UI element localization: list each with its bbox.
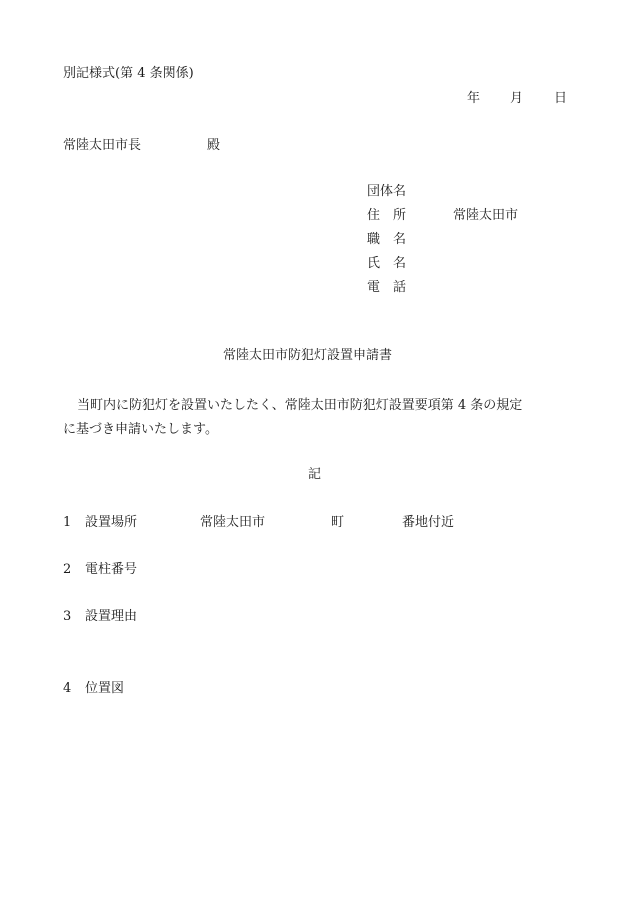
date-year: 年 [467, 91, 481, 106]
addressee-honorific: 殿 [207, 138, 221, 153]
item-4-number: 4 [63, 681, 72, 696]
item-3-label: 設置理由 [85, 609, 138, 624]
address-label: 住 所 [367, 208, 407, 223]
item-4-label: 位置図 [85, 681, 125, 696]
item-1-number: 1 [63, 515, 72, 530]
name-label: 氏 名 [367, 256, 407, 271]
ki-heading: 記 [308, 467, 322, 482]
body-line-1: 当町内に防犯灯を設置いたしたく、常陸太田市防犯灯設置要項第 4 条の規定 [77, 398, 523, 413]
phone-label: 電 話 [367, 280, 407, 295]
body-line-2: に基づき申請いたします。 [63, 422, 218, 437]
item-3-number: 3 [63, 609, 72, 624]
item-1-label: 設置場所 [85, 515, 138, 530]
item-2-number: 2 [63, 562, 72, 577]
item-2-label: 電柱番号 [85, 562, 138, 577]
document-title: 常陸太田市防犯灯設置申請書 [223, 348, 393, 363]
item-1-lot: 番地付近 [402, 515, 455, 530]
item-1-town: 町 [331, 515, 345, 530]
form-number: 別記様式(第 4 条関係) [63, 66, 194, 81]
address-value: 常陸太田市 [453, 208, 519, 223]
date-month: 月 [510, 91, 524, 106]
position-label: 職 名 [367, 232, 407, 247]
date-day: 日 [554, 91, 568, 106]
addressee-name: 常陸太田市長 [63, 138, 142, 153]
item-1-city: 常陸太田市 [200, 515, 266, 530]
group-name-label: 団体名 [367, 184, 407, 199]
